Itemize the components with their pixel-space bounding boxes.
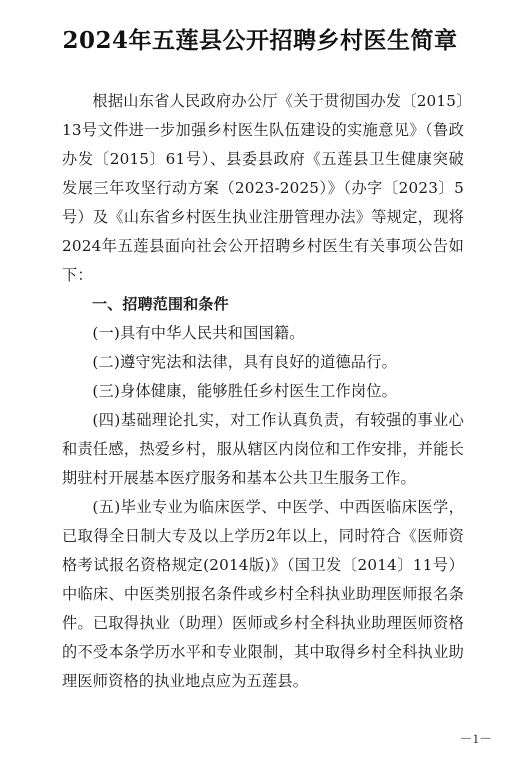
document-body (62, 87, 464, 696)
section-heading: 一、招聘范围和条件 (92, 295, 229, 313)
condition-item-3: (三)身体健康，能够胜任乡村医生工作岗位。 (92, 382, 398, 400)
condition-item-1: (一)具有中华人民共和国国籍。 (92, 324, 305, 342)
page-number: －1－ (459, 731, 492, 746)
condition-item-2: (二)遵守宪法和法律，具有良好的道德品行。 (92, 353, 398, 371)
document-title: 2024年五莲县公开招聘乡村医生简章 (62, 27, 458, 54)
condition-item-4: (四)基础理论扎实，对工作认真负责，有较强的事业心和责任感，热爱乡村，服从辖区内岗位和工作安排，并能长期驻村开展基本医疗服务和基本公共卫生服务工作。 (62, 411, 464, 487)
condition-item-5: (五)毕业专业为临床医学、中医学、中西医临床医学，已取得全日制大专及以上学历2年以上，同时符合《医师资格考试报名资格规定(2014版)》（国卫发〔2014〕11号）中临床、中医类别报名条件或乡村全科执业助理医师报名条件。已取得执业（助理）医师或乡村全科执业助理医师资格的不受本条学历水平和专业限制，其中取得乡村全科执业助理医师资格的执业地点应为五莲县。 (62, 498, 464, 690)
intro-paragraph: 根据山东省人民政府办公厅《关于贯彻国办发〔2015〕13号文件进一步加强乡村医生队伍建设的实施意见》（鲁政办发〔2015〕61号）、县委县政府《五莲县卫生健康突破发展三年攻坚行动方案（2023-2025）》（办字〔2023〕5号）及《山东省乡村医生执业注册管理办法》等规定，现将2024年五莲县面向社会公开招聘乡村医生有关事项公告如下： (62, 92, 464, 284)
